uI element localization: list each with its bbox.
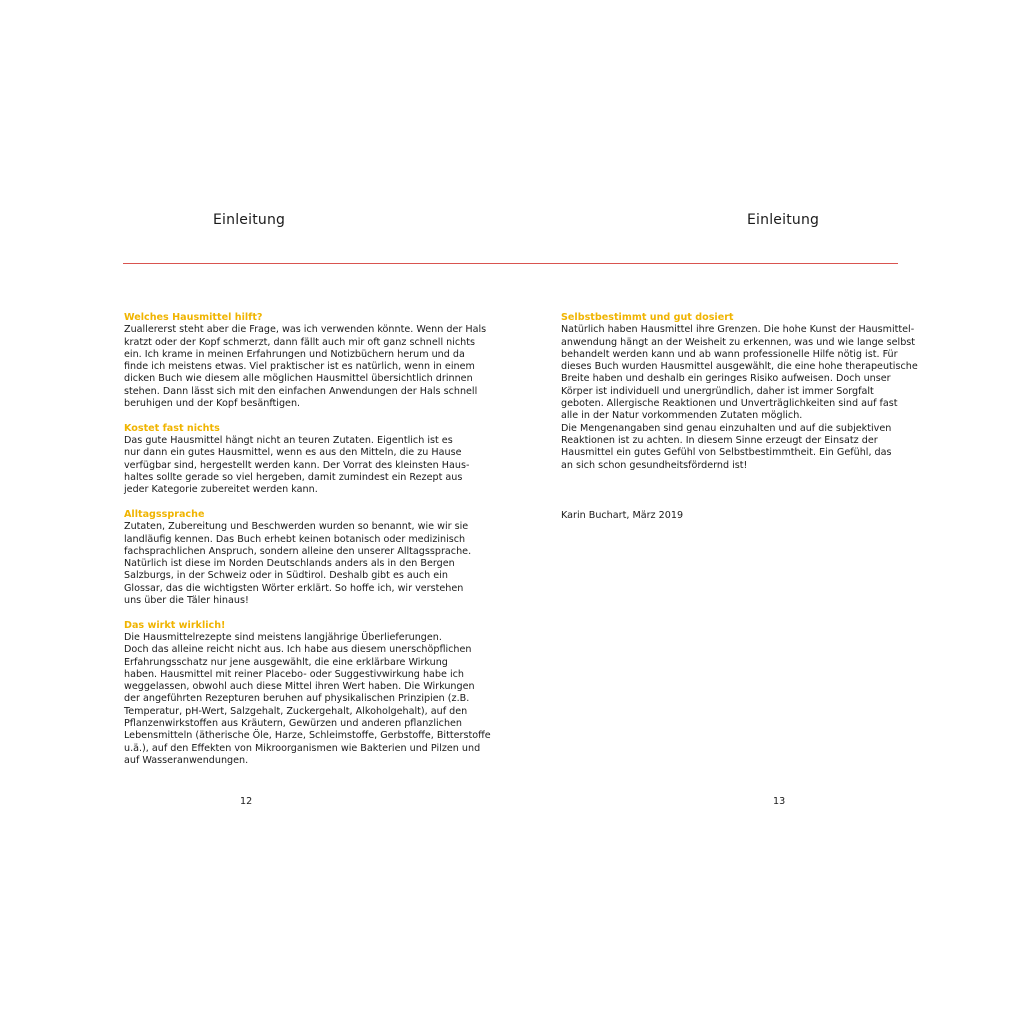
text-line: an sich schon gesundheitsfördernd ist!	[561, 459, 748, 471]
right-page-body	[561, 312, 918, 522]
text-line: kratzt oder der Kopf schmerzt, dann fällt auch mir oft ganz schnell nichts	[124, 336, 476, 348]
text-line: anwendung hängt an der Weisheit zu erkennen, was und wie lange selbst	[561, 336, 916, 348]
text-line: ein. Ich krame in meinen Erfahrungen und Notizbüchern herum und da	[124, 348, 465, 360]
section-heading: Alltagssprache	[124, 508, 205, 520]
text-line: Salzburgs, in der Schweiz oder in Südtirol. Deshalb gibt es auch ein	[124, 570, 448, 582]
text-line: jeder Kategorie zubereitet werden kann.	[124, 484, 318, 496]
text-line: landläufig kennen. Das Buch erhebt keinen botanisch oder medizinisch	[124, 533, 466, 545]
section	[124, 508, 472, 607]
text-line: Das gute Hausmittel hängt nicht an teuren Zutaten. Eigentlich ist es	[124, 435, 453, 447]
left-page-body	[124, 312, 491, 780]
text-line: Körper ist individuell und unergründlich, daher ist immer Sorgfalt	[561, 385, 874, 397]
text-line: Doch das alleine reicht nicht aus. Ich habe aus diesem unerschöpflichen	[124, 644, 472, 656]
section	[561, 312, 918, 472]
text-line: auf Wasseranwendungen.	[124, 754, 249, 766]
text-line: Hausmittel ein gutes Gefühl von Selbstbestimmtheit. Ein Gefühl, das	[561, 447, 892, 459]
text-line: geboten. Allergische Reaktionen und Unverträglichkeiten sind auf fast	[561, 398, 898, 410]
header-rule	[123, 263, 898, 264]
text-line: fachsprachlichen Anspruch, sondern alleine den unserer Alltagssprache.	[124, 545, 472, 557]
text-line: verfügbar sind, hergestellt werden kann. Der Vorrat des kleinsten Haus-	[124, 459, 470, 471]
text-line: Natürlich haben Hausmittel ihre Grenzen. Die hohe Kunst der Hausmittel-	[561, 324, 915, 336]
section-heading: Kostet fast nichts	[124, 422, 220, 434]
text-line: weggelassen, obwohl auch diese Mittel ihren Wert haben. Die Wirkungen	[124, 681, 475, 693]
text-line: Pflanzenwirkstoffen aus Kräutern, Gewürzen und anderen pflanzlichen	[124, 718, 463, 730]
text-line: Die Hausmittelrezepte sind meistens langjährige Überlieferungen.	[124, 632, 442, 643]
text-line: behandelt werden kann und ab wann professionelle Hilfe nötig ist. Für	[561, 348, 898, 360]
text-line: Reaktionen ist zu achten. In diesem Sinne erzeugt der Einsatz der	[561, 434, 878, 446]
text-line: Die Mengenangaben sind genau einzuhalten und auf die subjektiven	[561, 422, 892, 434]
section-heading: Das wirkt wirklich!	[124, 619, 226, 631]
text-line: u.ä.), auf den Effekten von Mikroorganismen wie Bakterien und Pilzen und	[124, 742, 481, 754]
section-heading: Selbstbestimmt und gut dosiert	[561, 312, 734, 323]
text-line: dicken Buch wie diesem alle möglichen Hausmittel übersichtlich drinnen	[124, 373, 473, 385]
text-line: Lebensmitteln (ätherische Öle, Harze, Schleimstoffe, Gerbstoffe, Bitterstoffe	[124, 730, 491, 742]
text-line: alle in der Natur vorkommenden Zutaten möglich.	[561, 410, 803, 422]
right-page-number: 13	[773, 796, 786, 807]
text-line: haltes sollte gerade so viel hergeben, damit zumindest ein Rezept aus	[124, 471, 463, 483]
section	[124, 423, 469, 497]
text-line: uns über die Täler hinaus!	[124, 595, 249, 607]
left-page-number: 12	[240, 796, 253, 807]
text-line: nur dann ein gutes Hausmittel, wenn es aus den Mitteln, die zu Hause	[124, 447, 462, 459]
text-line: finde ich meistens etwas. Viel praktischer ist es natürlich, wenn in einem	[124, 361, 475, 373]
text-line: Natürlich ist diese im Norden Deutschlands anders als in den Bergen	[124, 558, 455, 570]
text-line: Temperatur, pH-Wert, Salzgehalt, Zuckergehalt, Alkoholgehalt), auf den	[124, 705, 468, 717]
text-line: Erfahrungsschatz nur jene ausgewählt, die eine erklärbare Wirkung	[124, 656, 448, 668]
text-line: haben. Hausmittel mit reiner Placebo- oder Suggestivwirkung habe ich	[124, 668, 464, 680]
right-page-header: Einleitung	[747, 212, 820, 228]
text-line: stehen. Dann lässt sich mit den einfachen Anwendungen der Hals schnell	[124, 385, 478, 397]
text-line: dieses Buch wurden Hausmittel ausgewählt, die eine hohe therapeutische	[561, 361, 918, 373]
text-line: der angeführten Rezepturen beruhen auf physikalischen Prinzipien (z.B.	[124, 693, 470, 705]
section-heading: Welches Hausmittel hilft?	[124, 312, 263, 323]
left-page-header: Einleitung	[213, 212, 286, 228]
text-line: Zutaten, Zubereitung und Beschwerden wurden so benannt, wie wir sie	[124, 521, 469, 533]
section	[124, 619, 491, 768]
signature: Karin Buchart, März 2019	[561, 509, 684, 521]
text-line: Breite haben und deshalb ein geringes Risiko aufweisen. Doch unser	[561, 373, 891, 385]
text-line: beruhigen und der Kopf besänftigen.	[124, 398, 301, 410]
text-line: Zuallererst steht aber die Frage, was ich verwenden könnte. Wenn der Hals	[124, 324, 487, 336]
section	[124, 312, 487, 410]
text-line: Glossar, das die wichtigsten Wörter erklärt. So hoffe ich, wir verstehen	[124, 582, 464, 594]
